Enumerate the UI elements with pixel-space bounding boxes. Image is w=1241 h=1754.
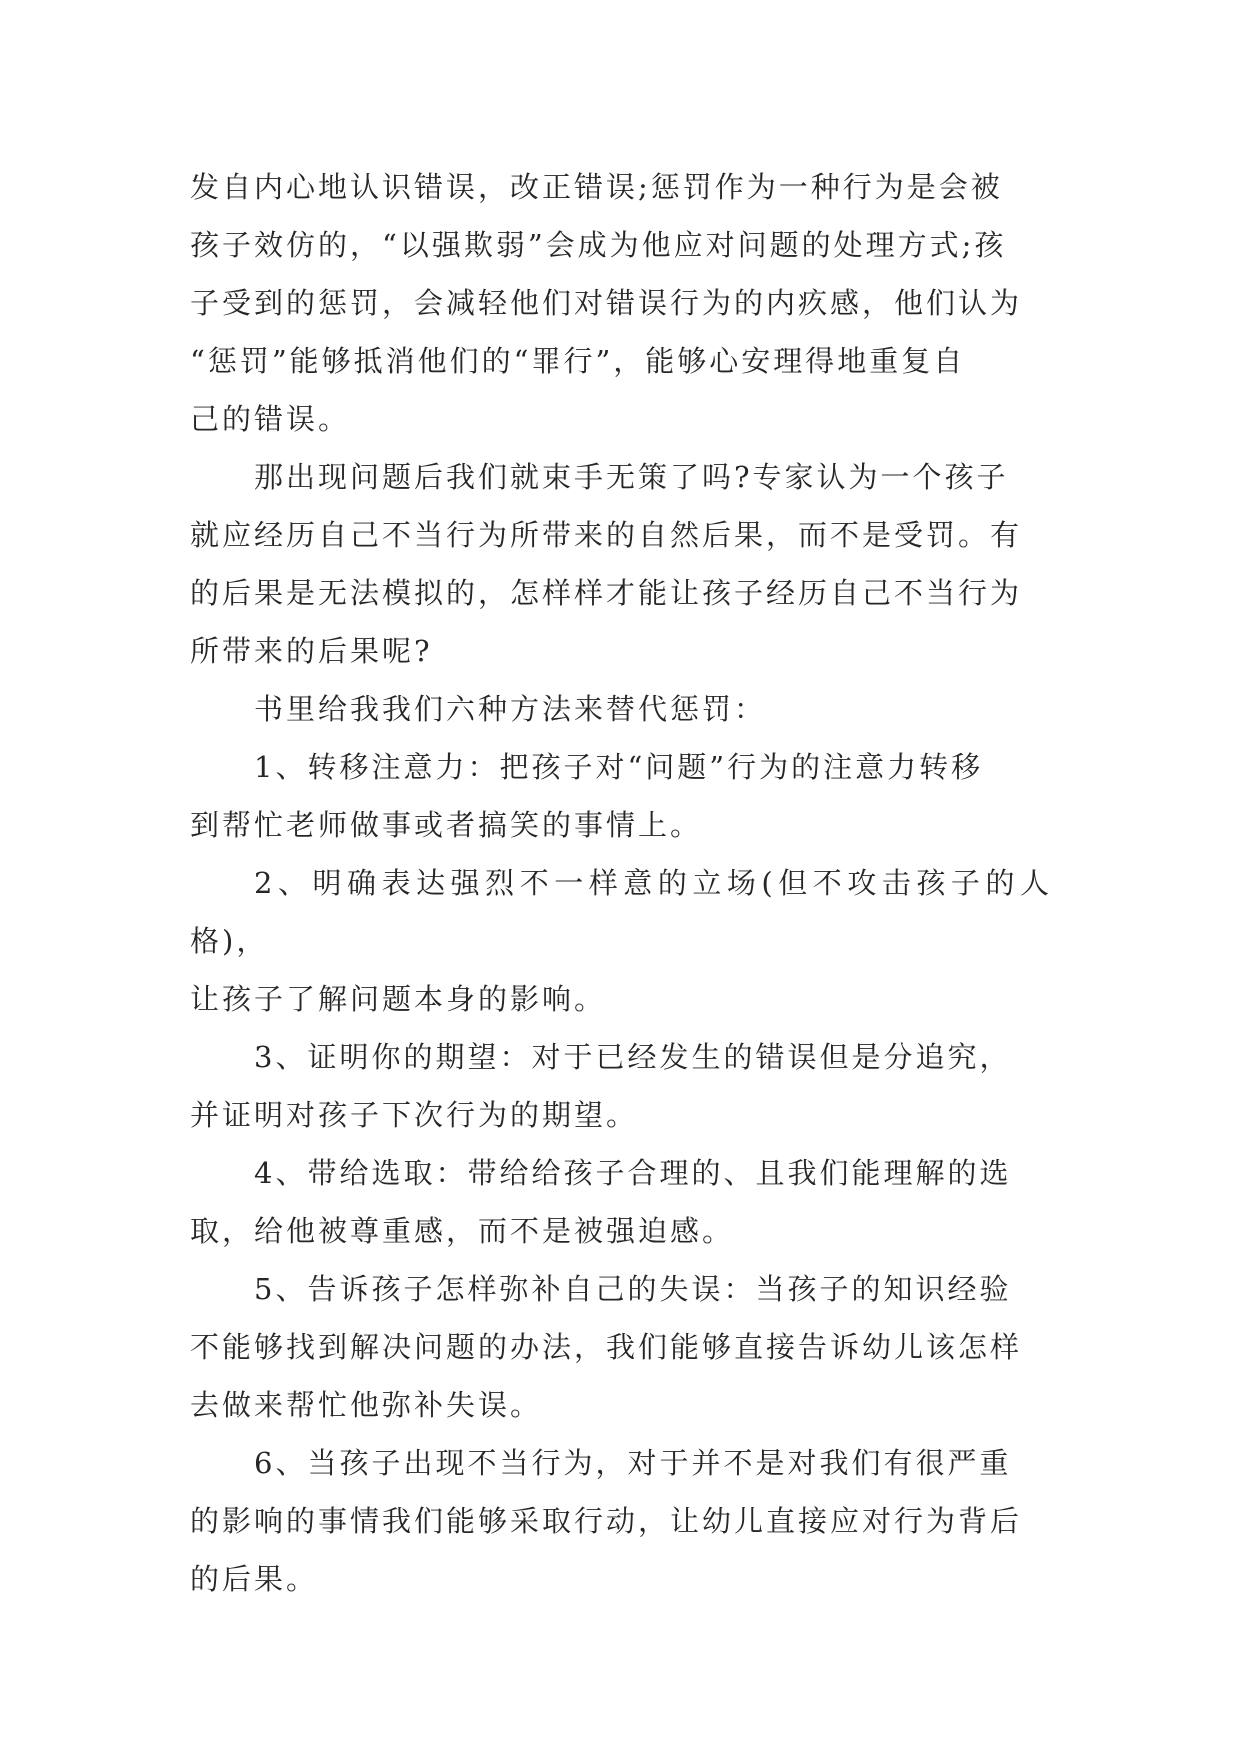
- list-item-method-6: 6、当孩子出现不当行为，对于并不是对我们有很严重 的影响的事情我们能够采取行动，让幼儿直接应对行为背后 的后果。: [190, 1446, 1023, 1596]
- document-body: [190, 158, 1052, 1608]
- list-item-method-4: 4、带给选取：带给给孩子合理的、且我们能理解的选 取，给他被尊重感，而不是被强迫感。: [190, 1156, 1012, 1248]
- paragraph-six-methods-intro: 书里给我我们六种方法来替代惩罚：: [254, 692, 767, 726]
- list-item-method-5: 5、告诉孩子怎样弥补自己的失误：当孩子的知识经验 不能够找到解决问题的办法，我们能够直接告诉幼儿该怎样 去做来帮忙他弥补失误。: [190, 1272, 1023, 1422]
- list-item-method-2: 2、明确表达强烈不一样意的立场(但不攻击孩子的人格)， 让孩子了解问题本身的影响。: [190, 866, 1053, 1016]
- paragraph-punishment-effects: 发自内心地认识错误，改正错误;惩罚作为一种行为是会被 孩子效仿的，“以强欺弱”会成为他应对问题的处理方式;孩 子受到的惩罚，会减轻他们对错误行为的内疚感，他们认为 “惩罚”能够抵消他们的“罪行”，能够心安理得地重复自 己的错误。: [190, 170, 1023, 436]
- list-item-method-3: 3、证明你的期望：对于已经发生的错误但是分追究， 并证明对孩子下次行为的期望。: [190, 1040, 1012, 1132]
- paragraph-natural-consequences: 那出现问题后我们就束手无策了吗?专家认为一个孩子 就应经历自己不当行为所带来的自然后果，而不是受罚。有 的后果是无法模拟的，怎样样才能让孩子经历自己不当行为 所带来的后果呢?: [190, 460, 1023, 668]
- list-item-method-1: 1、转移注意力：把孩子对“问题”行为的注意力转移 到帮忙老师做事或者搞笑的事情上。: [190, 750, 984, 842]
